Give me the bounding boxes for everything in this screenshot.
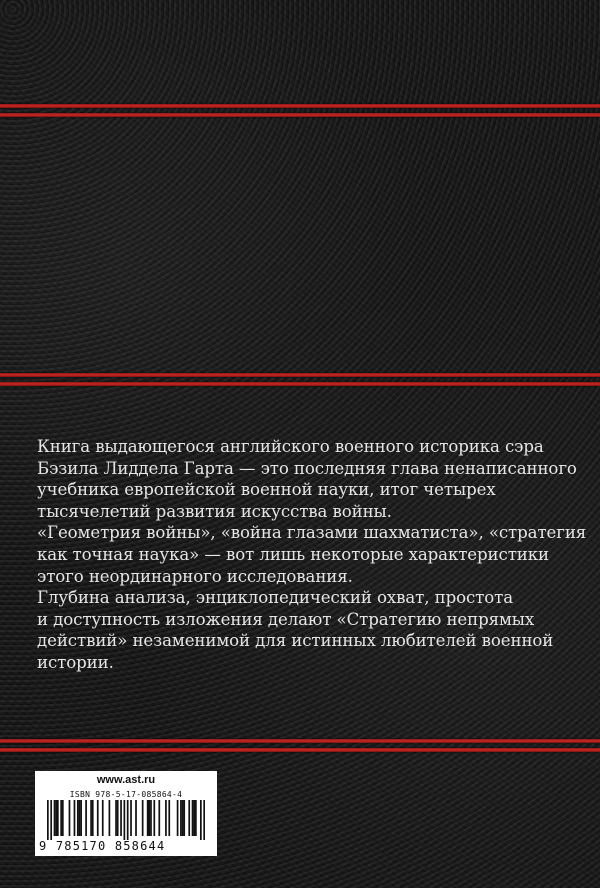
red-stripe-line [0, 104, 600, 108]
barcode-bar [117, 800, 119, 836]
description-line: этого неординарного исследования. [37, 566, 353, 586]
barcode-bar [54, 800, 56, 836]
barcode-bar [55, 800, 57, 836]
barcode-bar [188, 800, 190, 836]
barcode-bar [200, 800, 202, 840]
barcode-bar [62, 800, 64, 836]
barcode-bar [97, 800, 99, 836]
barcode-bar [158, 800, 160, 836]
barcode-panel [35, 771, 217, 856]
red-stripe-middle [0, 373, 600, 387]
red-stripe-line [0, 739, 600, 743]
barcode-bar [130, 800, 132, 836]
description-line: и доступность изложения делают «Стратегию непрямых [37, 609, 535, 629]
barcode-bar [203, 800, 205, 840]
description-line: Книга выдающегося английского военного историка сэра [37, 437, 544, 456]
barcode-bar [120, 800, 122, 836]
barcode-bar [85, 800, 87, 836]
barcode-bar [148, 800, 150, 836]
barcode-bar [60, 800, 62, 836]
description-line: как точная наука» — вот лишь некоторые характеристики [37, 544, 549, 564]
description-line: учебника европейской военной науки, итог четырех [37, 480, 496, 500]
barcode-bar [142, 800, 144, 836]
barcode-bar [168, 800, 170, 836]
barcode-bar [195, 800, 197, 836]
description-line: тысячелетий развития искусства войны. [37, 501, 392, 521]
barcode-bar [115, 800, 117, 836]
barcode-bar [182, 800, 184, 836]
red-stripe-top [0, 104, 600, 118]
barcode-bar [180, 800, 182, 836]
barcode-bar [193, 800, 195, 836]
red-stripe-line [0, 373, 600, 377]
barcode-bar [165, 800, 167, 836]
red-stripe-line [0, 113, 600, 117]
barcode-icon [47, 800, 205, 840]
barcode-bar [57, 800, 59, 836]
barcode-bar [127, 800, 129, 840]
barcode-bar [80, 800, 82, 836]
barcode-bar [192, 800, 194, 836]
barcode-bar [109, 800, 111, 836]
barcode-bar [183, 800, 185, 836]
red-stripe-line [0, 382, 600, 386]
barcode-bar [69, 800, 71, 836]
barcode-bar [90, 800, 92, 836]
barcode-bar [150, 800, 152, 836]
barcode-bar [74, 800, 76, 836]
description-line: «Геометрия войны», «война глазами шахматиста», «стратегия [37, 523, 587, 543]
barcode-bar [124, 800, 126, 840]
publisher-website: www.ast.ru [96, 774, 156, 786]
barcode-digits: 9 785170 858644 [39, 839, 166, 853]
red-stripe-bottom [0, 739, 600, 753]
description-line: Глубина анализа, энциклопедический охват, простота [37, 588, 514, 608]
barcode-bar [92, 800, 94, 836]
barcode-bar [102, 800, 104, 836]
description-line: действий» незаменимой для истинных любителей военной [37, 631, 554, 651]
barcode-bar [79, 800, 81, 836]
barcode-bar [50, 800, 52, 840]
book-description [37, 436, 587, 674]
barcode-bar [177, 800, 179, 836]
barcode-bar [153, 800, 155, 836]
description-line: Бэзила Лиддела Гарта — это последняя глава ненаписанного [37, 458, 577, 478]
isbn-label: ISBN 978-5-17-085864-4 [69, 790, 183, 799]
description-line: истории. [37, 652, 114, 672]
barcode-bar [147, 800, 149, 836]
red-stripe-line [0, 748, 600, 752]
barcode-bar [47, 800, 49, 840]
barcode-bar [135, 800, 137, 836]
barcode-bar [77, 800, 79, 836]
